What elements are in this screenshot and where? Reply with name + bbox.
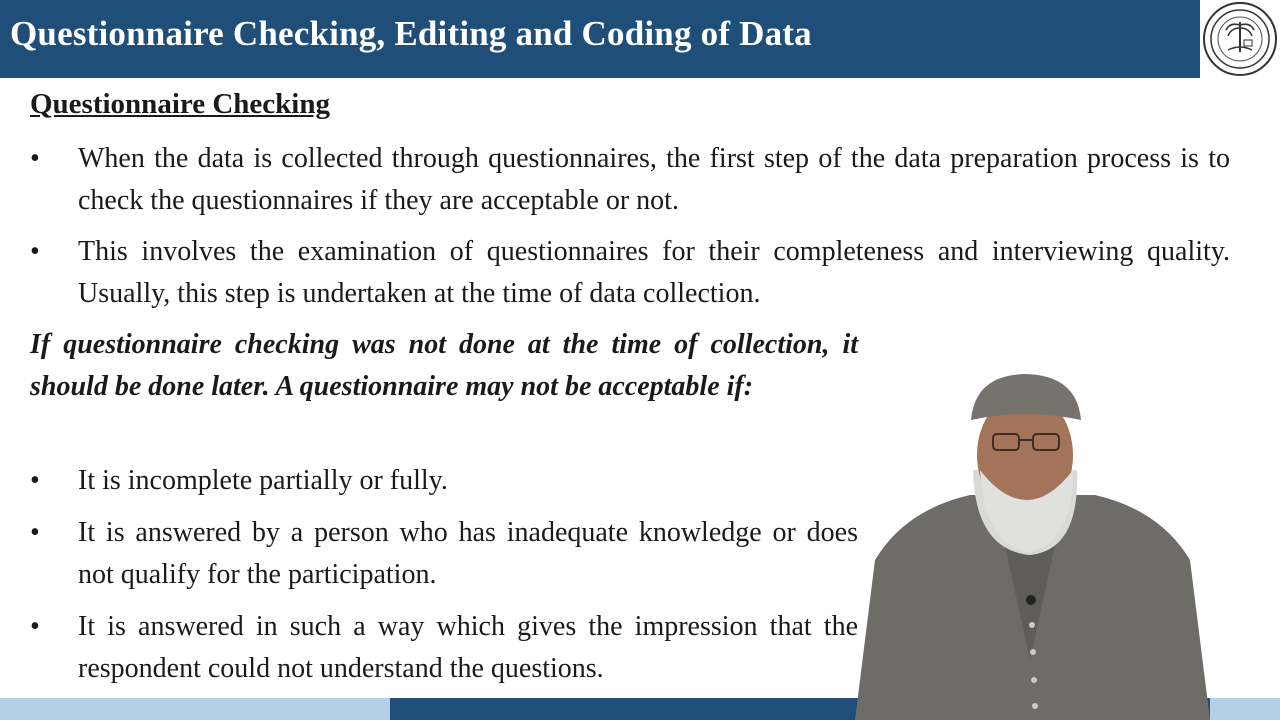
speaker-video-overlay — [845, 360, 1220, 720]
intro-bullet-2 — [30, 231, 1230, 315]
bullet-text: This involves the examination of questionnaires for their completeness and interviewing quality. Usually, this step is undertaken at the time of data collection. — [78, 236, 1230, 309]
bullet-text: It is answered by a person who has inadequate knowledge or does not qualify for the participation. — [78, 517, 858, 590]
university-logo — [1200, 0, 1280, 78]
bullet-icon: • — [30, 236, 40, 267]
university-seal-icon — [1200, 0, 1280, 78]
bullet-icon: • — [30, 143, 40, 174]
condition-bullet-3 — [30, 606, 858, 690]
bullet-icon: • — [30, 465, 40, 496]
intro-bullet-1 — [30, 138, 1230, 222]
bullet-text: It is incomplete partially or fully. — [78, 465, 448, 496]
bullet-icon: • — [30, 611, 40, 642]
condition-bullet-1 — [30, 460, 858, 502]
slide-title: Questionnaire Checking, Editing and Coding of Data — [10, 14, 812, 53]
bullet-text: It is answered in such a way which gives the impression that the respondent could not understand the questions. — [78, 611, 858, 684]
title-bar — [0, 0, 1200, 78]
bullet-text: When the data is collected through questionnaires, the first step of the data preparation process is to check the questionnaires if they are acceptable or not. — [78, 143, 1230, 216]
bullet-icon: • — [30, 517, 40, 548]
italic-note: If questionnaire checking was not done at the time of collection, it should be done later. A questionnaire may not be acceptable if: — [30, 329, 858, 402]
section-heading: Questionnaire Checking — [30, 88, 330, 120]
condition-bullet-2 — [30, 512, 858, 596]
